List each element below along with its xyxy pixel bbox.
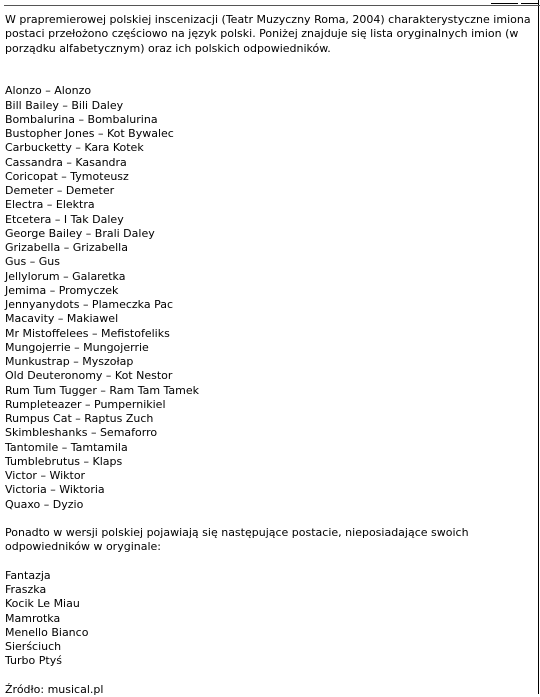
name-translation-item: Jennyanydots – Plameczka Pac <box>5 298 174 311</box>
name-translation-item: Macavity – Makiawel <box>5 312 119 326</box>
name-translation-item: Tumblebrutus – Klaps <box>5 454 123 468</box>
name-translation-item: Bill Bailey – Bili Daley <box>5 98 124 112</box>
top-edge-tab <box>521 0 538 4</box>
name-translation-item: Bustopher Jones – Kot Bywalec <box>5 127 174 140</box>
name-translation-list <box>5 84 533 512</box>
name-translation-item: Carbucketty – Kara Kotek <box>5 141 144 155</box>
name-translation-item: Alonzo – Alonzo <box>5 84 92 98</box>
source-line: Źródło: musical.pl <box>5 682 104 696</box>
additional-character-item: Turbo Ptyś <box>5 654 62 668</box>
name-translation-item: Jemima – Promyczek <box>5 283 119 297</box>
name-translation-item: Jellylorum – Galaretka <box>5 269 126 283</box>
name-translation-item: Electra – Elektra <box>5 198 95 212</box>
name-translation-item: Rumpleteazer – Pumpernikiel <box>5 397 166 411</box>
spacer <box>5 555 533 569</box>
name-translation-item: Gus – Gus <box>5 255 60 269</box>
additional-character-item: Menello Bianco <box>5 625 89 639</box>
additional-character-item: Mamrotka <box>5 611 61 625</box>
name-translation-item: Cassandra – Kasandra <box>5 155 127 169</box>
name-translation-item: Victor – Wiktor <box>5 469 86 482</box>
name-translation-item: Grizabella – Grizabella <box>5 241 128 254</box>
article-content <box>5 13 533 697</box>
additional-character-item: Kocik Le Miau <box>5 597 80 611</box>
name-translation-item: Rumpus Cat – Raptus Zuch <box>5 412 154 425</box>
name-translation-item: Coricopat – Tymoteusz <box>5 169 129 183</box>
top-divider <box>4 5 540 6</box>
intro-paragraph: W prapremierowej polskiej inscenizacji (Teatr Muzyczny Roma, 2004) charakterystyczne imiona postaci przełożono częściowo na język polski. Poniżej znajduje się lista oryginalnych imion (w porządku alfabetycznym) oraz ich polskich odpowiedników. <box>5 13 531 55</box>
spacer <box>5 512 533 526</box>
name-translation-item: Tantomile – Tamtamila <box>5 440 128 454</box>
spacer <box>5 56 533 70</box>
additional-character-item: Fraszka <box>5 583 47 596</box>
name-translation-item: Bombalurina – Bombalurina <box>5 112 158 126</box>
spacer <box>5 669 533 683</box>
additional-character-item: Fantazja <box>5 568 51 582</box>
name-translation-item: Rum Tum Tugger – Ram Tam Tamek <box>5 383 200 397</box>
name-translation-item: Old Deuteronomy – Kot Nestor <box>5 369 173 383</box>
name-translation-item: Mr Mistoffelees – Mefistofeliks <box>5 326 170 340</box>
additional-character-item: Sierściuch <box>5 640 62 653</box>
spacer <box>5 70 533 84</box>
name-translation-item: George Bailey – Brali Daley <box>5 226 155 240</box>
name-translation-item: Quaxo – Dyzio <box>5 497 84 511</box>
name-translation-item: Victoria – Wiktoria <box>5 483 105 497</box>
top-edge-tab <box>491 0 518 4</box>
name-translation-item: Mungojerrie – Mungojerrie <box>5 340 149 354</box>
additional-characters-list <box>5 569 533 669</box>
name-translation-item: Skimbleshanks – Semaforro <box>5 426 158 440</box>
additional-intro-paragraph: Ponadto w wersji polskiej pojawiają się następujące postacie, nieposiadające swoich odpowiedników w oryginale: <box>5 526 469 554</box>
name-translation-item: Munkustrap – Myszołap <box>5 355 134 368</box>
name-translation-item: Etcetera – I Tak Daley <box>5 212 124 226</box>
name-translation-item: Demeter – Demeter <box>5 184 115 197</box>
